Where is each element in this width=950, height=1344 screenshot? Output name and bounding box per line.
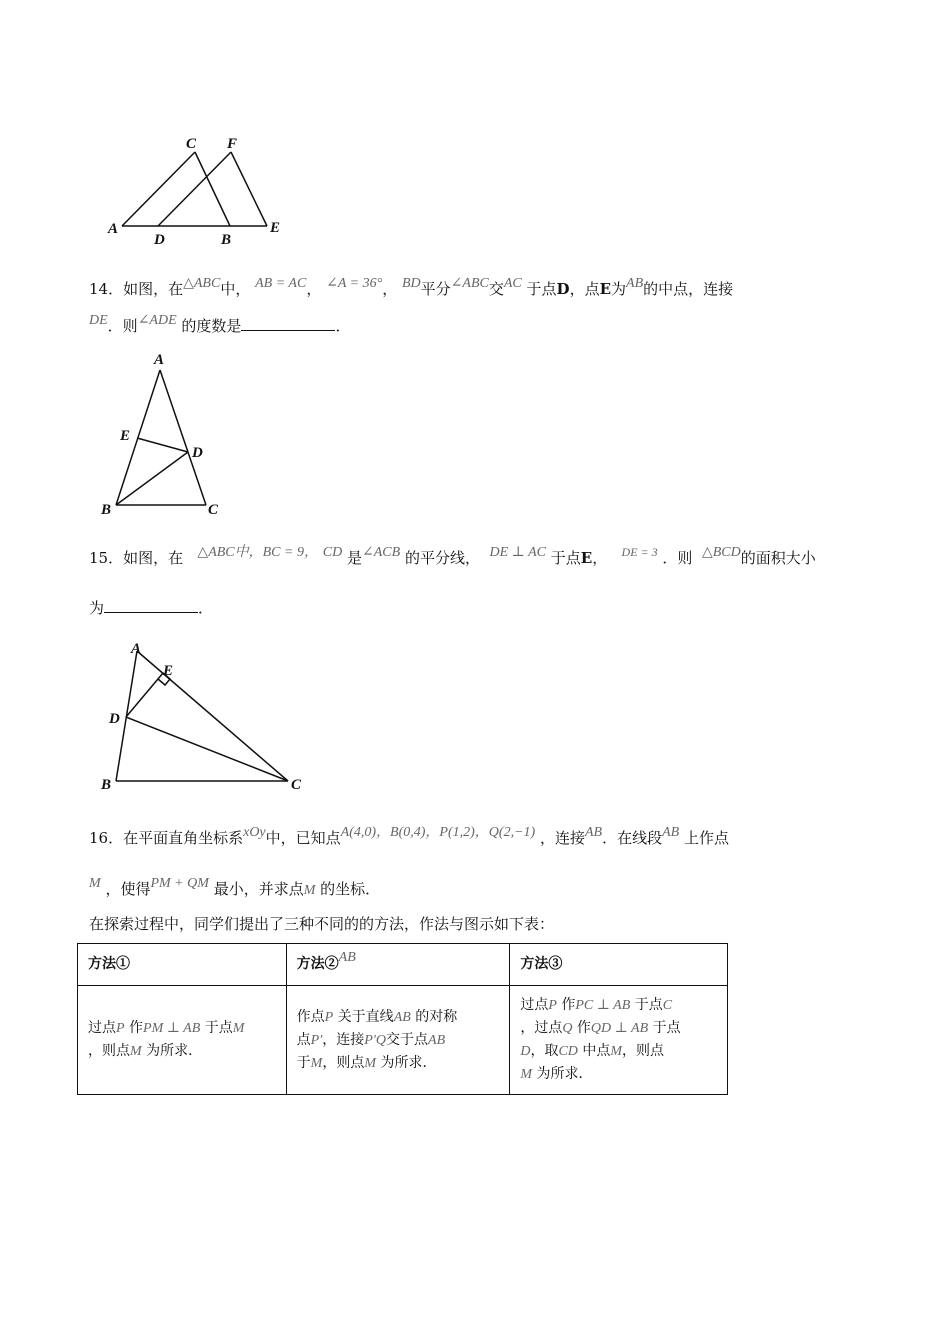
label-C: C	[291, 777, 302, 793]
q15-line1: 15．如图，在 △ABC中，BC = 9， CD 是∠ACB 的平分线， DE ⊥ AC 于点E， $^{DE = 3}$ ．则 △BCD的面积大小	[89, 545, 816, 567]
label-B: B	[101, 502, 112, 518]
method-2-body: 作点P 关于直线AB 的对称 点P′，连接P′Q交于点AB 于M，则点M 为所求．	[286, 986, 510, 1095]
label-A: A	[154, 352, 165, 368]
q16-intro: 在探索过程中，同学们提出了三种不同的的方法，作法与图示如下表：	[89, 915, 555, 933]
q16-line1: 16．在平面直角坐标系xOy中，已知点A(4,0)，B(0,4)，P(1,2)，Q(2,−1) ，连接AB．在线段AB 上作点	[89, 825, 730, 847]
method-1-header: 方法①	[78, 944, 287, 986]
label-B: B	[101, 777, 112, 793]
label-C: C	[186, 136, 197, 152]
label-D: D	[109, 711, 120, 727]
figure-two-triangles	[100, 128, 300, 248]
label-F: F	[227, 136, 238, 152]
q14-line1: 14．如图，在△ABC中， AB = AC， ∠A = 36°， BD平分∠ABC交AC 于点D，点E为AB的中点，连接	[89, 276, 734, 298]
q14-line2: DE．则∠ADE 的度数是 ．	[89, 313, 351, 335]
label-B: B	[221, 232, 232, 248]
label-C: C	[208, 502, 219, 518]
figure-isosceles-triangle	[95, 346, 235, 521]
q15-answer-blank[interactable]	[104, 598, 198, 613]
method-3-body: 过点P 作PC ⊥ AB 于点C ，过点Q 作QD ⊥ AB 于点 D，取CD 中点M，则点 M 为所求．	[510, 986, 728, 1095]
q15-line2: 为 ．	[89, 599, 214, 617]
methods-table	[77, 943, 728, 1095]
q16-line2: M ，使得PM + QM 最小，并求点M 的坐标．	[89, 876, 381, 898]
label-D: D	[154, 232, 165, 248]
label-A: A	[131, 641, 142, 657]
label-E: E	[270, 220, 281, 236]
label-E: E	[120, 428, 131, 444]
method-1-body: 过点P 作PM ⊥ AB 于点M ，则点M 为所求．	[78, 986, 287, 1095]
label-D: D	[192, 445, 203, 461]
figure-right-angle-triangle	[95, 636, 315, 798]
method-2-header: 方法②AB	[286, 944, 510, 986]
method-3-header: 方法③	[510, 944, 728, 986]
label-E: E	[163, 663, 174, 679]
label-A: A	[108, 221, 119, 237]
q14-answer-blank[interactable]	[241, 316, 335, 331]
